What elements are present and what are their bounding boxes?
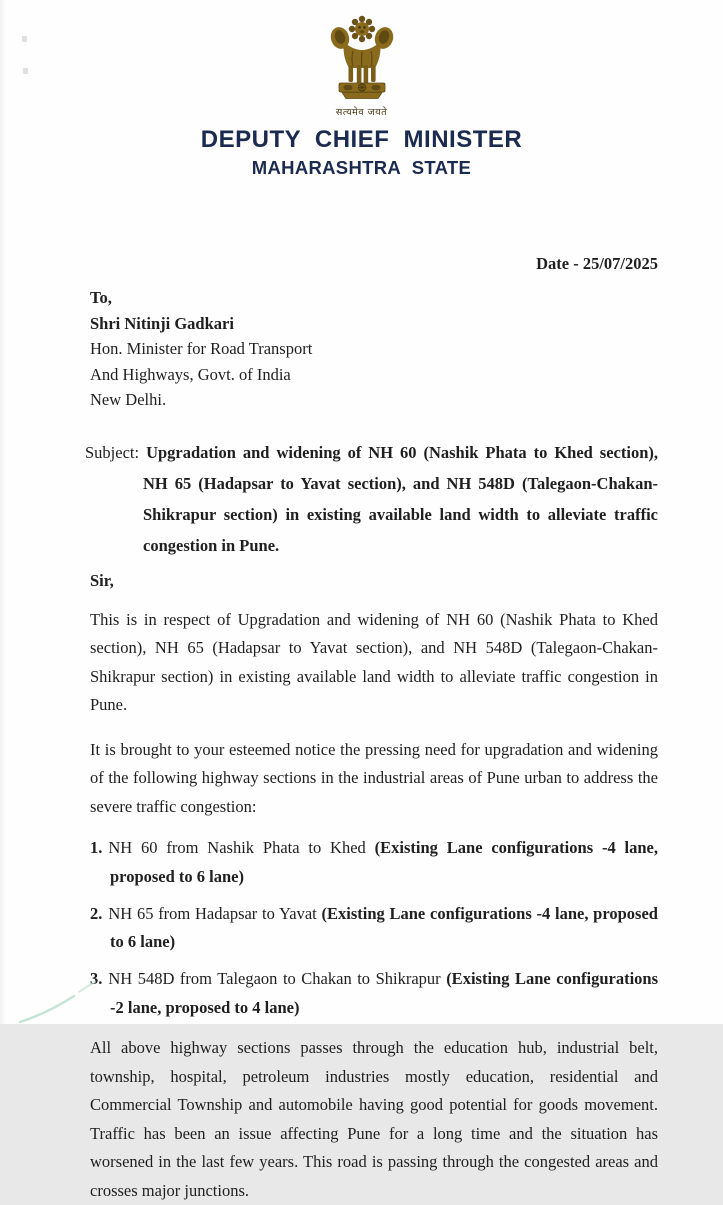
scan-speck bbox=[22, 36, 27, 42]
highway-list bbox=[90, 834, 658, 1022]
subject-block bbox=[85, 437, 658, 561]
letterhead-title: DEPUTY CHIEF MINISTER bbox=[200, 126, 523, 153]
subject-label: Subject: bbox=[85, 442, 140, 462]
paragraph-1: This is in respect of Upgradation and widening of NH 60 (Nashik Phata to Khed section), NH 65 (Hadapsar to Yavat section), and NH 548D (Talegaon-Chakan-Shikrapur section) in existing available land width to alleviate traffic congestion in Pune. bbox=[90, 609, 658, 714]
recipient-line: And Highways, Govt. of India bbox=[90, 364, 291, 384]
list-marker: 3. bbox=[90, 969, 103, 988]
signature-stroke bbox=[6, 972, 126, 1024]
list-item bbox=[90, 965, 658, 1022]
list-bold-text: (Existing Lane configurations -4 lane, proposed to 6 lane) bbox=[110, 903, 658, 951]
paragraph-2: It is brought to your esteemed notice the pressing need for upgradation and widening of the following highway sections in the industrial areas of Pune urban to address the severe traffic congestion: bbox=[90, 739, 658, 816]
paragraph-3: All above highway sections passes through the education hub, industrial belt, township, hospital, petroleum industries mostly education, residential and Commercial Township and automobile having good potential for goods movement. Traffic has been an issue affecting Pune for a long time and the situation has worsened in the last few years. This road is passing through the congested areas and crosses major junctions. bbox=[90, 1038, 658, 1200]
list-item bbox=[90, 834, 658, 891]
recipient-line: New Delhi. bbox=[90, 390, 167, 409]
letter-body bbox=[0, 253, 723, 1205]
subject-text: Upgradation and widening of NH 60 (Nashik Phata to Khed section), NH 65 (Hadapsar to Yavat section), and NH 548D (Talegaon-Chakan-Shikrapur section) in existing available land width to alleviate traffic congestion in Pune. bbox=[143, 442, 658, 555]
salutation: Sir, bbox=[90, 570, 114, 590]
list-text: NH 65 from Hadapsar to Yavat bbox=[108, 903, 322, 923]
letter-date: Date - 25/07/2025 bbox=[536, 254, 658, 273]
list-marker: 1. bbox=[90, 838, 103, 857]
list-item bbox=[90, 900, 658, 957]
emblem-motto: सत्यमेव जयते bbox=[335, 107, 388, 118]
letterhead bbox=[0, 0, 723, 179]
list-bold-text: (Existing Lane configurations -2 lane, proposed to 4 lane) bbox=[110, 969, 658, 1017]
list-bold-text: (Existing Lane configurations -4 lane, proposed to 6 lane) bbox=[110, 838, 658, 886]
address-to: To, bbox=[90, 288, 112, 307]
recipient-line: Hon. Minister for Road Transport bbox=[90, 339, 313, 358]
recipient-name: Shri Nitinji Gadkari bbox=[90, 313, 234, 333]
list-marker: 2. bbox=[90, 903, 103, 923]
recipient-address bbox=[90, 285, 658, 413]
list-text: NH 548D from Talegaon to Chakan to Shikrapur bbox=[108, 969, 447, 988]
list-text: NH 60 from Nashik Phata to Khed bbox=[108, 838, 375, 857]
scan-speck bbox=[23, 68, 28, 74]
ashoka-emblem-icon bbox=[329, 15, 395, 99]
letterhead-subtitle: MAHARASHTRA STATE bbox=[251, 157, 472, 178]
